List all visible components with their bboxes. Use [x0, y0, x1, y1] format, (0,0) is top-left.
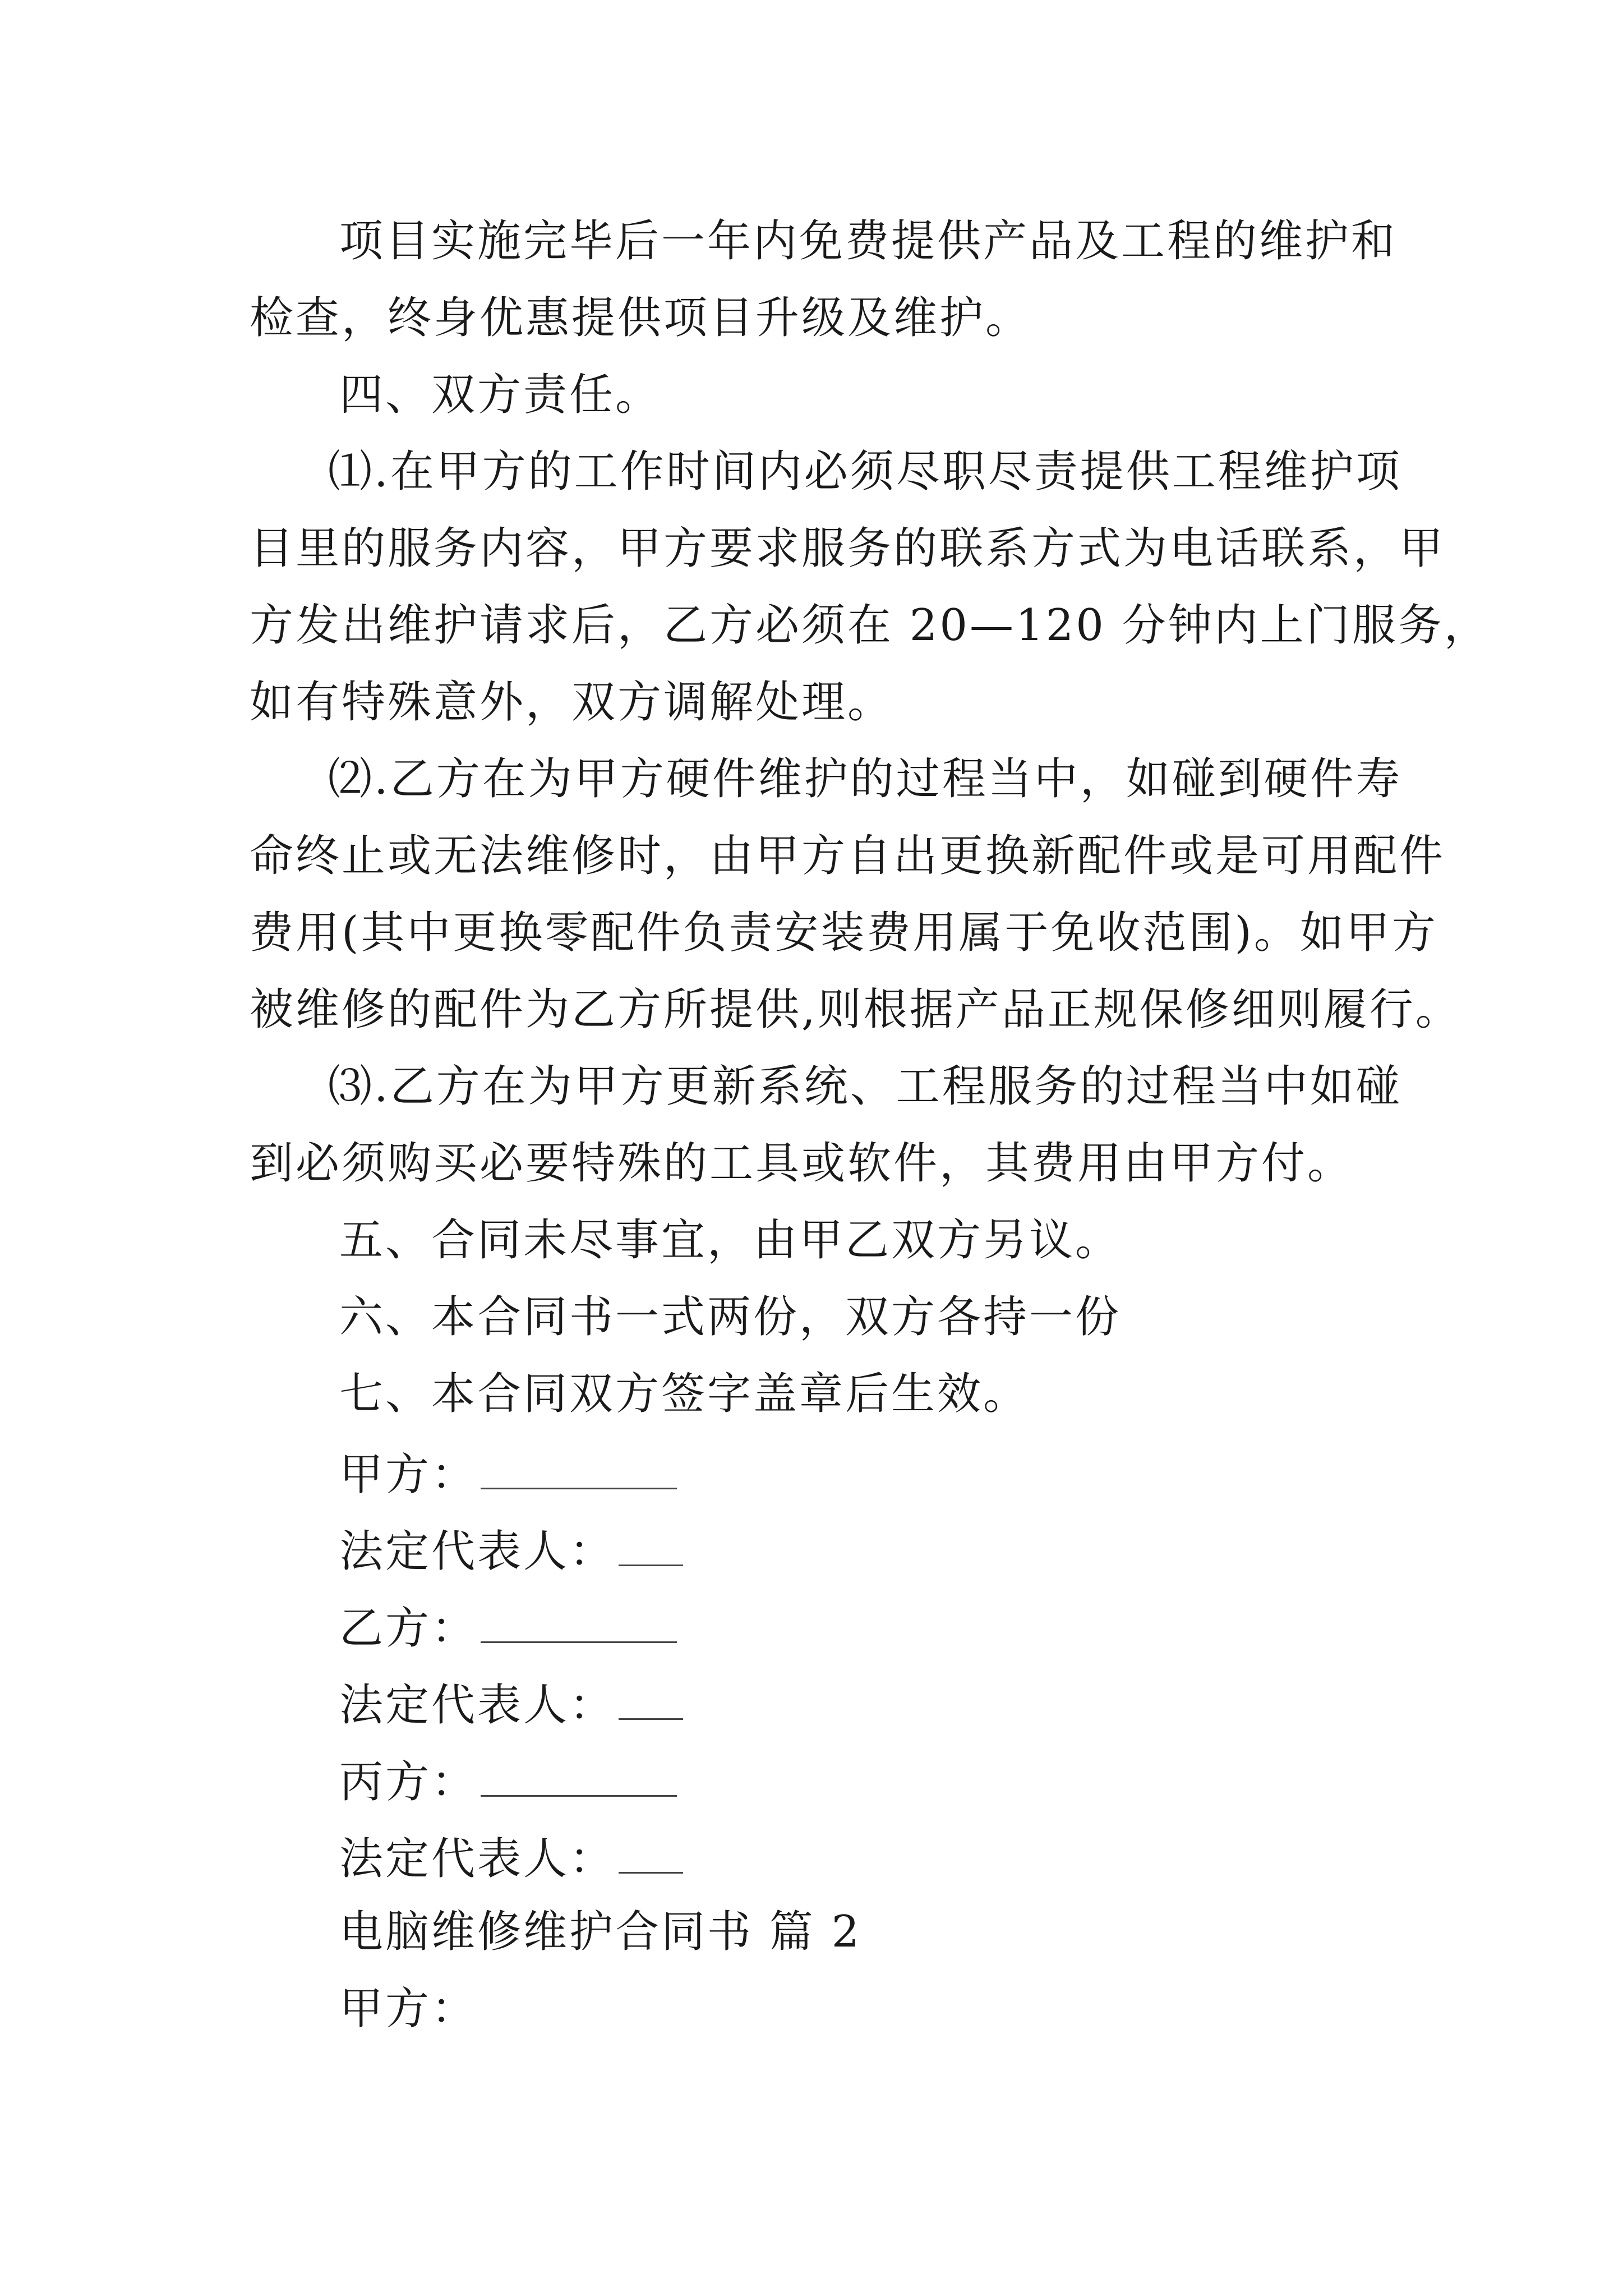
paragraph-line: 如有特殊意外，双方调解处理。	[250, 677, 894, 728]
signature-label: 法定代表人：	[339, 1526, 616, 1577]
paragraph-line: 被维修的配件为乙方所提供,则根据产品正规保修细则履行。	[250, 984, 1461, 1035]
signature-label: 法定代表人：	[339, 1680, 616, 1731]
next-party-label: 甲方：	[339, 1984, 478, 2034]
signature-blank	[619, 1520, 683, 1566]
paragraph-line: 项目实施完毕后一年内免费提供产品及工程的维护和	[339, 216, 1398, 266]
signature-label: 乙方：	[339, 1603, 478, 1654]
signature-representative-c	[339, 1827, 683, 1887]
signature-blank	[481, 1750, 677, 1797]
signature-blank	[619, 1827, 683, 1874]
signature-label: 法定代表人：	[339, 1834, 616, 1884]
section-heading: 六、本合同书一式两份，双方各持一份	[339, 1292, 1122, 1342]
signature-representative-b	[339, 1673, 683, 1733]
paragraph-line: ⑶.乙方在为甲方更新系统、工程服务的过程当中如碰	[328, 1061, 1402, 1112]
paragraph-line: 检查，终身优惠提供项目升级及维护。	[250, 293, 1032, 343]
paragraph-line: 到必须购买必要特殊的工具或软件，其费用由甲方付。	[250, 1138, 1354, 1189]
signature-label: 丙方：	[339, 1757, 478, 1807]
signature-blank	[619, 1673, 683, 1720]
signature-blank	[481, 1443, 677, 1489]
paragraph-line: 方发出维护请求后，乙方必须在 20—120 分钟内上门服务，	[250, 600, 1490, 651]
signature-representative-a	[339, 1520, 683, 1580]
paragraph-line: 命终止或无法维修时，由甲方自出更换新配件或是可用配件	[250, 831, 1446, 881]
section-heading: 七、本合同双方签字盖章后生效。	[339, 1369, 1030, 1419]
signature-label: 甲方：	[339, 1450, 478, 1500]
paragraph-line: ⑵.乙方在为甲方硬件维护的过程当中，如碰到硬件寿	[328, 754, 1402, 804]
signature-party-a	[339, 1443, 677, 1503]
paragraph-line: 目里的服务内容，甲方要求服务的联系方式为电话联系，甲	[250, 523, 1446, 574]
signature-blank	[481, 1596, 677, 1643]
paragraph-line: 费用(其中更换零配件负责安装费用属于免收范围)。如甲方	[250, 908, 1438, 958]
paragraph-line: ⑴.在甲方的工作时间内必须尽职尽责提供工程维护项	[328, 447, 1402, 497]
signature-party-b	[339, 1596, 677, 1657]
signature-party-c	[339, 1750, 677, 1810]
section-heading: 四、双方责任。	[339, 370, 662, 420]
section-heading: 五、合同未尽事宜，由甲乙双方另议。	[339, 1215, 1122, 1266]
next-section-title: 电脑维修维护合同书 篇 2	[339, 1907, 862, 1957]
